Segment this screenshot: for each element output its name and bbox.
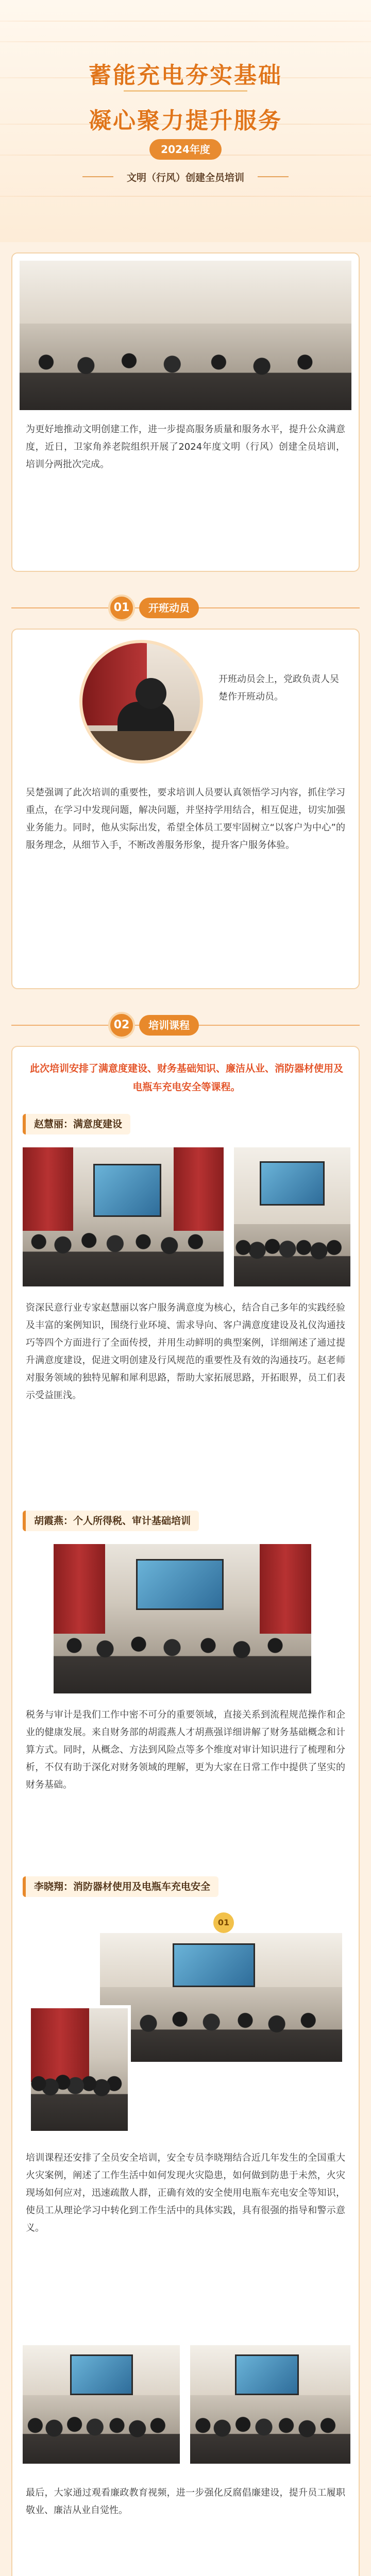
speaker2-classroom-photo xyxy=(54,1544,311,1693)
intro-card xyxy=(11,252,360,572)
speaker1-paragraph: 资深民意行业专家赵慧丽以客户服务满意度为核心，结合自己多年的实践经验及丰富的案例知识，围绕行业环境、需求导向、客户满意度建设及礼仪沟通技巧等四个方面进行了全面传授，并用生动鲜明的典型案例，详细阐述了通过提升满意度建设，促进文明创建及行风规范的重要性及有效的沟通技巧。赵老师对服务领域的独特见解和犀利思路，帮助大家拓展思路，开拓眼界，员工们表示受益匪浅。 xyxy=(26,1302,345,1401)
photo-number-tag: 01 xyxy=(213,1912,234,1933)
subtitle-deco-right xyxy=(258,176,289,177)
section1-header xyxy=(0,592,371,623)
speaker3-lecture-photo xyxy=(100,1933,342,2062)
section2-title: 培训课程 xyxy=(139,1015,199,1036)
leader-speech-photo xyxy=(79,640,203,764)
video-viewing-photo-right xyxy=(190,2345,350,2464)
intro-paragraph: 为更好地推动文明创建工作，进一步提高服务质量和服务水平，提升公众满意度，近日，卫家角养老院组织开展了2024年度文明（行风）创建全员培训，培训分两批次完成。 xyxy=(26,424,345,470)
speaker3-portrait-photo xyxy=(28,2005,131,2134)
training-hall-photo xyxy=(20,261,351,410)
speaker3-paragraph: 培训课程还安排了全员安全培训，安全专员李晓翔结合近几年发生的全国重大火灾案例，阐述了工作生活中如何发现火灾隐患，如何做到防患于未然，火灾现场如何应对，迅速疏散人群，正确有效的安全使用电瓶车充电安全等知识，使员工从理论学习中转化到工作生活中的具体实践，具有很强的指导和警示意义。 xyxy=(26,2153,345,2233)
section1-intro-text: 开班动员会上，党政负责人吴楚作开班动员。 xyxy=(218,674,339,702)
speaker2-paragraph: 税务与审计是我们工作中密不可分的重要领域，直接关系到流程规范操作和企业的健康发展。来自财务部的胡霞燕人才胡燕强详细讲解了财务基础概念和计算方式。同时，从概念、方法到风险点等多个维度对审计知识进行了梳理和分析，不仅有助于深化对财务领域的理解，更为大家在日常工作中提供了坚实的财务基础。 xyxy=(26,1709,345,1790)
speaker1-lecture-photo xyxy=(23,1147,224,1286)
speaker3-label: 李晓翔：消防器材使用及电瓶车充电安全 xyxy=(23,1876,218,1897)
year-badge: 2024年度 xyxy=(149,139,222,160)
section1-title: 开班动员 xyxy=(139,598,199,618)
section2-number-badge: 02 xyxy=(108,1012,135,1039)
section1-paragraph: 吴楚强调了此次培训的重要性，要求培训人员要认真领悟学习内容，抓住学习重点，在学习中发现问题，解决问题，并坚持学用结合，相互促进，切实加强业务能力。同时，他从实际出发，希望全体员工要牢固树立“以客户为中心”的服务理念，从细节入手，不断改善服务形象，提升客户服务体验。 xyxy=(26,787,345,851)
header-banner xyxy=(0,0,371,242)
section2-card xyxy=(11,1046,360,2576)
title-divider xyxy=(124,90,247,92)
section2-header xyxy=(0,1010,371,1041)
closing-line-paragraph: 最后，大家通过观看廉政教育视频，进一步强化反腐倡廉建设，提升员工履职敬业、廉洁从业自觉性。 xyxy=(26,2487,345,2516)
speaker2-label: 胡霞燕：个人所得税、审计基础培训 xyxy=(23,1511,199,1531)
video-viewing-photo-left xyxy=(23,2345,180,2464)
page-title-line2: 凝心聚力提升服务 xyxy=(89,108,282,134)
page-title-line1: 蓄能充电夯实基础 xyxy=(89,62,282,89)
speaker1-portrait-photo xyxy=(234,1147,350,1286)
course-highlight-text: 此次培训安排了满意度建设、财务基础知识、廉洁从业、消防器材使用及电瓶车充电安全等课程。 xyxy=(29,1063,343,1093)
speaker1-label: 赵慧丽：满意度建设 xyxy=(23,1114,130,1134)
section1-number-badge: 01 xyxy=(108,595,135,621)
section1-card xyxy=(11,629,360,989)
page-subtitle: 文明（行风）创建全员培训 xyxy=(126,172,244,183)
